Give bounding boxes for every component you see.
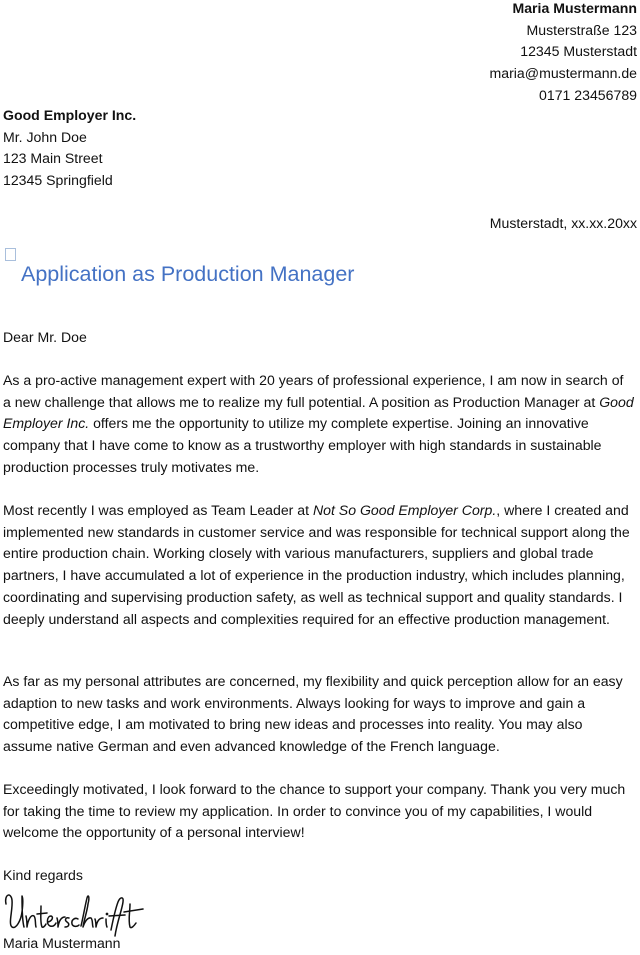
sender-city: 12345 Musterstadt	[520, 43, 637, 60]
salutation: Dear Mr. Doe	[3, 329, 87, 345]
signer-name: Maria Mustermann	[3, 935, 121, 951]
paragraph-motivation	[3, 370, 635, 479]
letter-date: Musterstadt, xx.xx.20xx	[489, 215, 637, 231]
paragraph-attributes	[3, 671, 635, 758]
recipient-city: 12345 Springfield	[3, 172, 113, 189]
anchor-placeholder-icon	[5, 248, 16, 261]
recipient-company: Good Employer Inc.	[3, 107, 137, 123]
paragraph-text: , where I created and implemented new standards in customer service and was responsible for technical support along the entire production chain. Working closely with various manufacturers, suppliers and global trade partners, I have accumulated a lot of experience in the production industry, which includes planning, coordinating and supervising production safety, as well as technical support and quality standards. I deeply understand all aspects and complexities required for an effective production management.	[3, 502, 630, 627]
sender-phone: 0171 23456789	[539, 86, 637, 103]
paragraph-experience	[3, 500, 635, 630]
paragraph-text: Exceedingly motivated, I look forward to the chance to support your company. Thank you very much for taking the time to review my application. In order to convince you of my capabilities, I would welcome the opportunity of a personal interview!	[3, 781, 626, 841]
paragraph-text: As a pro-active management expert with 20 years of professional experience, I am now in search of a new challenge that allows me to realize my full potential. A position as Production Manager at	[3, 372, 624, 410]
sender-email: maria@mustermann.de	[489, 65, 637, 82]
paragraph-text: offers me the opportunity to utilize my complete expertise. Joining an innovative company that I have come to know as a trustworthy employer with high standards in sustainable production processes truly motivates me.	[3, 415, 602, 475]
sender-street: Musterstraße 123	[526, 21, 637, 38]
paragraph-text: As far as my personal attributes are concerned, my flexibility and quick perception allow for an easy adaption to new tasks and work environments. Always looking for ways to improve and gain a competitive edge, I am motivated to bring new ideas and processes into reality. You may also assume native German and even advanced knowledge of the French language.	[3, 673, 623, 755]
letter-subject: Application as Production Manager	[21, 262, 355, 286]
sender-name: Maria Mustermann	[512, 0, 637, 16]
closing-phrase: Kind regards	[3, 867, 83, 883]
paragraph-text: Most recently I was employed as Team Leader at	[3, 502, 313, 518]
recipient-street: 123 Main Street	[3, 150, 103, 167]
former-employer-italic: Not So Good Employer Corp.	[312, 502, 497, 518]
recipient-address-block	[3, 105, 136, 192]
handwritten-signature-icon	[3, 890, 148, 938]
company-name-italic: Good Employer Inc.	[3, 393, 634, 432]
sender-address-block	[490, 0, 637, 107]
recipient-person: Mr. John Doe	[3, 128, 87, 145]
paragraph-closing	[3, 779, 635, 844]
